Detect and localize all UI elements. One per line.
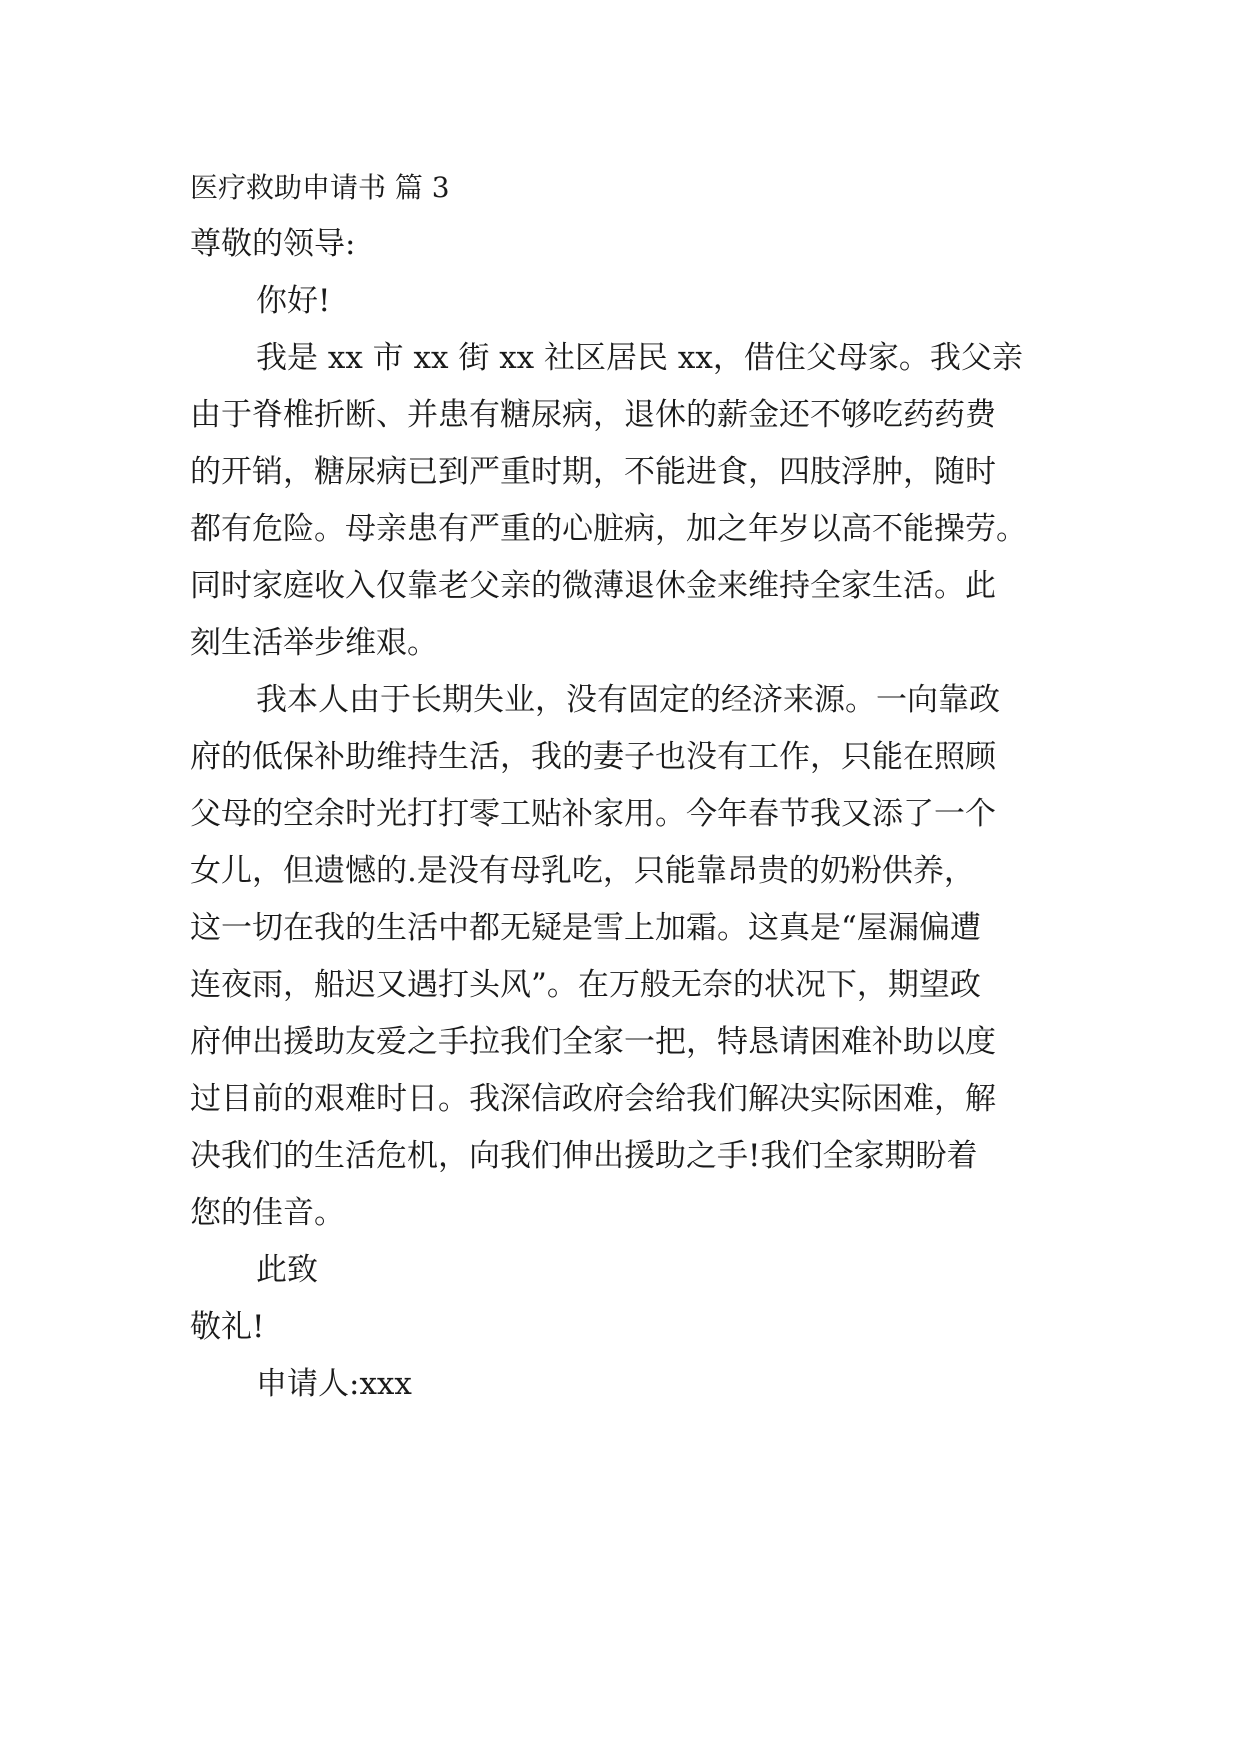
- paragraph-line: 同时家庭收入仅靠老父亲的微薄退休金来维持全家生活。此: [190, 568, 996, 604]
- letter-body: [190, 160, 1050, 1413]
- paragraph-line: 府的低保补助维持生活，我的妻子也没有工作，只能在照顾: [190, 739, 996, 775]
- paragraph-line: 决我们的生活危机，向我们伸出援助之手!我们全家期盼着: [190, 1138, 978, 1174]
- closing: 此致: [256, 1252, 318, 1288]
- salutation: 尊敬的领导:: [190, 226, 356, 262]
- document-title: 医疗救助申请书 篇 3: [190, 171, 450, 204]
- signature: 申请人:xxx: [256, 1366, 412, 1402]
- paragraph-line: 刻生活举步维艰。: [190, 625, 438, 661]
- greeting: 你好!: [256, 283, 331, 319]
- regards: 敬礼!: [190, 1309, 265, 1345]
- paragraph-1: [190, 330, 1050, 672]
- paragraph-line: 我是 xx 市 xx 街 xx 社区居民 xx，借住父母家。我父亲: [256, 340, 1023, 376]
- paragraph-line: 您的佳音。: [190, 1195, 345, 1231]
- paragraph-line: 女儿，但遗憾的.是没有母乳吃，只能靠昂贵的奶粉供养，: [190, 853, 975, 889]
- paragraph-line: 的开销，糖尿病已到严重时期，不能进食，四肢浮肿，随时: [190, 454, 996, 490]
- paragraph-line: 父母的空余时光打打零工贴补家用。今年春节我又添了一个: [190, 796, 996, 832]
- paragraph-2: [190, 672, 1050, 1242]
- paragraph-line: 我本人由于长期失业，没有固定的经济来源。一向靠政: [256, 682, 1000, 718]
- paragraph-line: 这一切在我的生活中都无疑是雪上加霜。这真是“屋漏偏遭: [190, 910, 981, 946]
- paragraph-line: 都有危险。母亲患有严重的心脏病，加之年岁以高不能操劳。: [190, 511, 1027, 547]
- paragraph-line: 由于脊椎折断、并患有糖尿病，退休的薪金还不够吃药药费: [190, 397, 996, 433]
- paragraph-line: 过目前的艰难时日。我深信政府会给我们解决实际困难，解: [190, 1081, 996, 1117]
- paragraph-line: 连夜雨，船迟又遇打头风”。在万般无奈的状况下，期望政: [190, 967, 981, 1003]
- paragraph-line: 府伸出援助友爱之手拉我们全家一把，特恳请困难补助以度: [190, 1024, 996, 1060]
